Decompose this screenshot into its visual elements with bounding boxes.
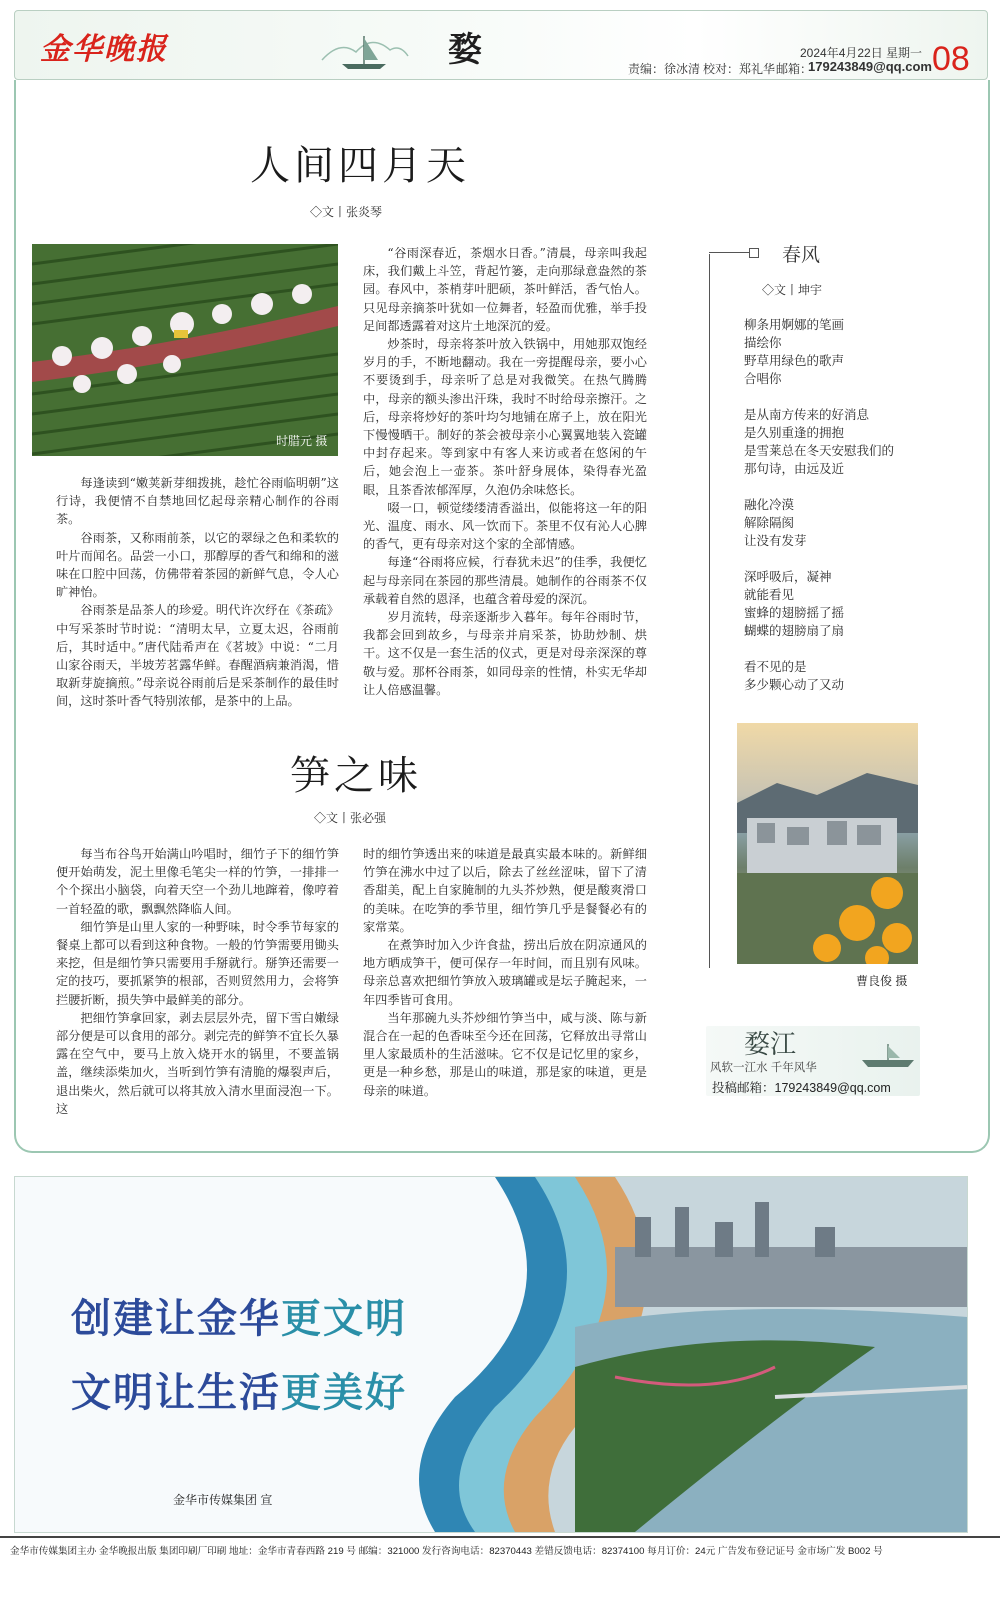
poem-stanza: [744, 316, 914, 388]
slogan-part: 创建让金华: [71, 1295, 281, 1342]
poem-stanza: [744, 406, 914, 478]
poem-line: 蝴蝶的翅膀扇了扇: [744, 623, 845, 638]
paragraph: 时的细竹笋透出来的味道是最真实最本味的。新鲜细竹笋在沸水中过了以后，除去了丝丝涩味，留下了清香甜美，配上自家腌制的九头芥炒熟，便是酸爽滑口的美味。在吃笋的季节里，细竹笋几乎是餐餐必有的家常菜。: [363, 847, 647, 934]
town-landscape-photo: [737, 723, 918, 964]
slogan-part: 文明让生活: [71, 1369, 281, 1416]
tea-garden-photo: [32, 244, 338, 456]
email-link[interactable]: 179243849@qq.com: [808, 59, 932, 74]
paragraph: 每当布谷鸟开始满山吟唱时，细竹子下的细竹笋便开始萌发，泥土里像毛笔尖一样的竹笋，一排排一个个探出小脑袋，向着天空一个劲儿地蹿着，像哼着一首轻盈的歌，飘飘然降临人间。: [56, 847, 339, 916]
article1-title: 人间四月天: [250, 143, 470, 189]
article1-column-2: [363, 244, 647, 699]
poem-line: 解除隔阂: [744, 515, 795, 530]
boat-mountain-icon: [320, 26, 410, 72]
proofreader: 校对：郑礼华: [703, 62, 776, 76]
paragraph: 当年那碗九头芥炒细竹笋当中，咸与淡、陈与新混合在一起的色香味至今还在回荡，它释放出寻常山里人家最质朴的生活滋味。它不仅是记忆里的家乡，更是一种乡愁，那是山的味道，那是家的味道，更是母亲的味道。: [363, 1010, 647, 1098]
ad-slogan-line-2: [71, 1361, 407, 1418]
poem-line: 是久别重逢的拥抱: [744, 425, 845, 440]
paragraph: 谷雨茶是品茶人的珍爱。明代许次纾在《茶疏》中写采茶时节时说：“清明太早，立夏太迟，谷雨前后，其时适中。”唐代陆希声在《茗坡》中说：“二月山家谷雨天，半坡芳茗露华鲜。春醒酒病兼消渴，惜取新芽旋摘煎。”母亲说谷雨前后是采茶制作的最佳时间，这时茶叶香气特别浓郁，是茶中的上品。: [56, 603, 339, 709]
submission-email[interactable]: 投稿邮箱：179243849@qq.com: [712, 1081, 891, 1095]
slogan-highlight: 更文明: [281, 1295, 407, 1342]
boat-icon: [858, 1040, 920, 1070]
newspaper-logo: 金华晚报: [40, 32, 168, 67]
poem-line: 看不见的是: [744, 659, 807, 674]
poem-line: 蜜蜂的翅膀摇了摇: [744, 605, 845, 620]
poem-title: 春风: [782, 244, 821, 266]
paragraph: “谷雨深春近，茶烟水日香。”清晨，母亲叫我起床，我们戴上斗笠，背起竹篓，走向那绿意盎然的茶园。春风中，茶梢芽叶肥硕，茶叶鲜活，香气怡人。只见母亲摘茶叶犹如一位舞者，轻盈而优雅，举手投足间都透露着对这片土地深沉的爱。: [363, 246, 647, 333]
poem-body: [744, 316, 914, 694]
ad-sponsor: 金华市传媒集团 宣: [173, 1493, 273, 1507]
editor: 责编：徐冰清: [628, 62, 701, 76]
poem-line: 那句诗，由远及近: [744, 461, 845, 476]
poem-line: 是雪莱总在冬天安慰我们的: [744, 443, 895, 458]
article1-byline: ◇文丨张炎琴: [310, 205, 383, 219]
footer-imprint: 金华市传媒集团主办 金华晚报出版 集团印刷厂印刷 地址：金华市青春西路 219 号 邮编：321000 发行咨询电话：82370443 差错反馈电话：82374100 每月订价：24元 广告发布登记证号 金市场广发 B002 号: [10, 1546, 883, 1557]
poem-divider: [709, 254, 710, 968]
poem-stanza: [744, 496, 914, 550]
poem-rule: [709, 252, 749, 253]
paragraph: 细竹笋是山里人家的一种野味，时令季节每家的餐桌上都可以看到这种食物。一般的竹笋需要用锄头来挖，但是细竹笋只需要用手掰就行。掰笋还需要一定的技巧，要抓紧笋的根部，否则贸然用力，会将笋拦腰折断，损失笋中最鲜美的部分。: [56, 919, 339, 1007]
slogan-highlight: 更美好: [281, 1369, 407, 1416]
poem-line: 让没有发芽: [744, 533, 807, 548]
poem-stanza: [744, 658, 914, 694]
issue-date: 2024年4月22日 星期一: [800, 46, 923, 60]
paragraph: 岁月流转，母亲逐渐步入暮年。每年谷雨时节，我都会回到故乡，与母亲并肩采茶，协助炒制、烘干。这不仅是一套生活的仪式，更是对母亲深深的尊敬与爱。那杯谷雨茶，如同母亲的性情，朴实无华却让人倍感温馨。: [363, 610, 647, 697]
paragraph: 每逢读到“嫩荚新芽细拨挑，趁忙谷雨临明朝”这行诗，我便情不自禁地回忆起母亲精心制作的谷雨茶。: [56, 476, 339, 527]
poem-marker-icon: [749, 248, 759, 258]
article1-column-1: [56, 474, 339, 711]
poem-line: 野草用绿色的歌声: [744, 353, 845, 368]
email-label: 邮箱：: [776, 62, 813, 76]
poem-line: 是从南方传来的好消息: [744, 407, 870, 422]
ad-background: [15, 1177, 967, 1532]
poem-line: 融化冷漠: [744, 497, 795, 512]
public-service-ad: [14, 1176, 968, 1533]
poem-byline: ◇文丨坤宇: [762, 283, 823, 297]
town-photo-credit: 曹良俊 摄: [856, 974, 908, 988]
article2-byline: ◇文丨张必强: [314, 811, 387, 825]
paragraph: 在煮笋时加入少许食盐，捞出后放在阴凉通风的地方晒成笋干，便可保存一年时间，而且别有风味。母亲总喜欢把细竹笋放入玻璃罐或是坛子腌起来，一年四季皆可食用。: [363, 938, 647, 1007]
paragraph: 啜一口，顿觉缕缕清香溢出，似能将这一年的阳光、温度、雨水、风一饮而下。茶里不仅有沁人心脾的香气，更有母亲对这个家的全部情感。: [363, 500, 647, 552]
paragraph: 每逢“谷雨将应候，行春犹未迟”的佳季，我便忆起与母亲同在茶园的那些清晨。她制作的谷雨茶不仅承载着自然的恩泽，也蕴含着母爱的深沉。: [363, 555, 647, 606]
tea-photo-credit: 时腊元 摄: [276, 434, 328, 448]
tea-garden-illustration: [32, 244, 338, 456]
article2-title: 笋之味: [290, 753, 422, 799]
paragraph: 炒茶时，母亲将茶叶放入铁锅中，用她那双饱经岁月的手，不断地翻动。我在一旁提醒母亲，要小心不要烫到手，母亲听了总是对我微笑。在热气腾腾中，母亲的额头渗出汗珠，我时不时给母亲擦汗。之后，母亲将炒好的茶叶均匀地铺在席子上，放在阳光下慢慢晒干。制好的茶会被母亲小心翼翼地装入瓷罐中封存起来。等到家中有客人来访或者在悠闲的午后，她会泡上一壶茶。茶叶舒身展体，染得春光盈眼，且茶香浓郁浑厚，久泡仍余味悠长。: [363, 337, 647, 497]
poem-line: 合唱你: [744, 371, 782, 386]
town-illustration: [737, 723, 918, 964]
ad-slogan-line-1: [71, 1287, 407, 1344]
poem-line: 柳条用婀娜的笔画: [744, 317, 845, 332]
column-logo-tagline: 风软一江水 千年风华: [710, 1062, 817, 1074]
article2-column-2: [363, 845, 647, 1100]
paragraph: 把细竹笋拿回家，剥去层层外壳，留下雪白嫩绿部分便是可以食用的部分。剥完壳的鲜笋不宜长久暴露在空气中，要马上放入烧开水的锅里，不要盖锅盖，继续添柴加火，当听到竹笋有清脆的爆裂声后，退出柴火，然后就可以将其放入清水里面浸泡一下。这: [56, 1010, 339, 1116]
poem-line: 深呼吸后，凝神: [744, 569, 832, 584]
column-logo-name: 婺江: [744, 1030, 797, 1060]
article2-column-1: [56, 845, 339, 1118]
paragraph: 谷雨茶，又称雨前茶，以它的翠绿之色和柔软的叶片而闻名。品尝一小口，那醇厚的香气和绵和的滋味在口腔中回荡，仿佛带着茶园的新鲜气息，令人心旷神怡。: [56, 530, 339, 600]
poem-line: 就能看见: [744, 587, 795, 602]
poem-line: 多少颗心动了又动: [744, 677, 845, 692]
poem-line: 描绘你: [744, 335, 782, 350]
poem-stanza: [744, 568, 914, 640]
section-title: 婺: [448, 30, 482, 70]
page-number: 08: [932, 40, 970, 78]
